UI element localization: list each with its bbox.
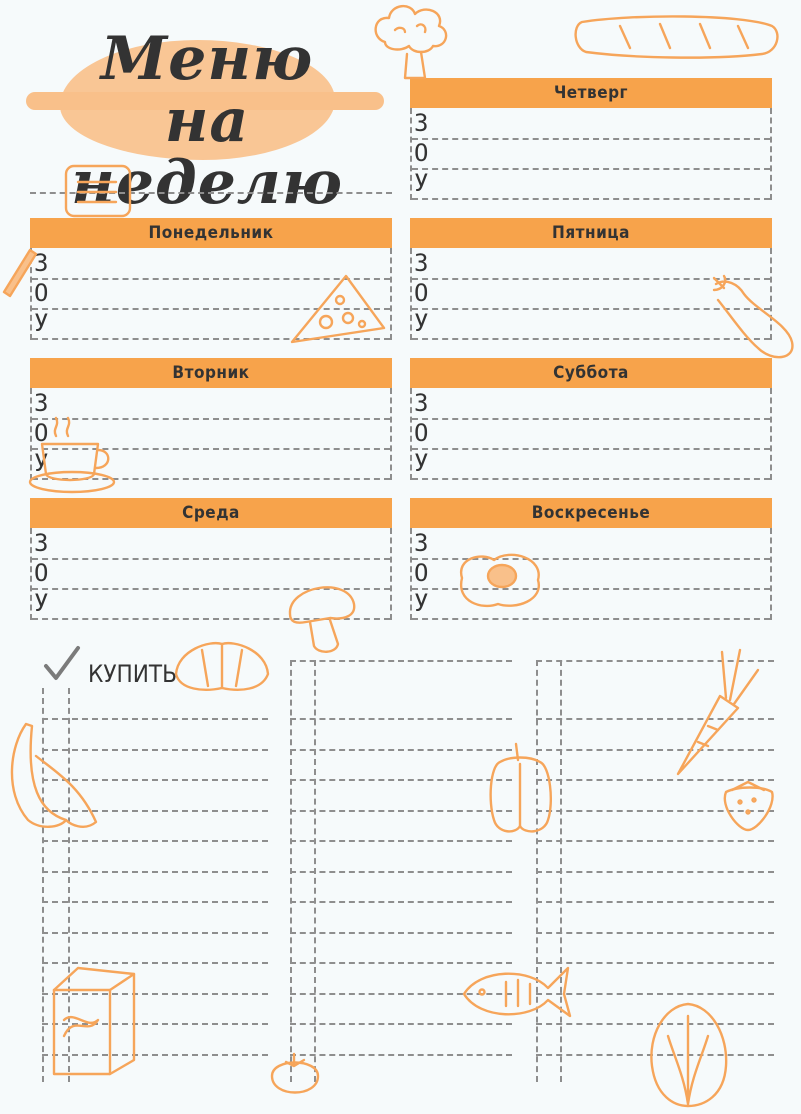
shopping-row[interactable] [290, 810, 512, 812]
meal-label: У [414, 449, 429, 477]
checkmark-icon [42, 644, 82, 684]
meal-label: О [34, 419, 49, 447]
day-header: Вторник [30, 358, 392, 388]
day-rows [410, 388, 772, 480]
day-header: Пятница [410, 218, 772, 248]
meal-label: У [414, 309, 429, 337]
meal-label: З [34, 529, 49, 557]
broccoli-icon [365, 2, 460, 80]
banana-icon [0, 716, 100, 832]
meal-label: У [34, 589, 49, 617]
shopping-row[interactable] [42, 901, 268, 903]
shopping-label: КУПИТЬ [88, 660, 177, 688]
shopping-row[interactable] [536, 840, 774, 842]
pizza-slice-icon [286, 272, 388, 346]
shopping-row[interactable] [536, 871, 774, 873]
shopping-row[interactable] [290, 1023, 512, 1025]
meal-row[interactable] [412, 168, 770, 200]
shopping-column-top [290, 660, 512, 662]
day-header: Воскресенье [410, 498, 772, 528]
eggplant-icon [706, 270, 798, 362]
title-line-2: неделю [71, 148, 343, 218]
meal-label: О [414, 279, 429, 307]
day-header: Понедельник [30, 218, 392, 248]
meal-label: З [414, 109, 429, 137]
meal-row[interactable] [32, 528, 390, 560]
shopping-row[interactable] [536, 901, 774, 903]
meal-label: У [414, 169, 429, 197]
meal-label: О [34, 279, 49, 307]
shopping-row[interactable] [290, 718, 512, 720]
baguette-icon [572, 12, 782, 60]
meal-label: О [414, 419, 429, 447]
day-header: Четверг [410, 78, 772, 108]
shopping-row[interactable] [290, 901, 512, 903]
shopping-row[interactable] [536, 932, 774, 934]
mushroom-icon [284, 574, 358, 656]
bell-pepper-icon [486, 742, 554, 838]
title-line-1: Меню на [100, 24, 314, 156]
carrot-icon [668, 646, 764, 780]
shopping-row[interactable] [42, 932, 268, 934]
meal-row[interactable] [412, 448, 770, 480]
meal-label: У [414, 589, 429, 617]
knife-icon [0, 240, 40, 300]
meal-label: О [414, 139, 429, 167]
coffee-cup-icon [26, 404, 120, 496]
strawberry-icon [718, 778, 778, 832]
milk-carton-icon [48, 960, 140, 1078]
meal-row[interactable] [412, 108, 770, 140]
day-saturday [410, 358, 772, 480]
shopping-row[interactable] [42, 840, 268, 842]
meal-label: У [34, 309, 49, 337]
meal-row[interactable] [412, 418, 770, 450]
shopping-row[interactable] [290, 840, 512, 842]
meal-label: З [414, 389, 429, 417]
shopping-row[interactable] [290, 749, 512, 751]
day-header: Суббота [410, 358, 772, 388]
meal-row[interactable] [412, 138, 770, 170]
meal-label: З [34, 249, 49, 277]
shopping-row[interactable] [290, 932, 512, 934]
meal-label: О [414, 559, 429, 587]
cabbage-icon [644, 996, 732, 1110]
day-rows [410, 108, 772, 200]
meal-label: З [414, 249, 429, 277]
shopping-row[interactable] [290, 871, 512, 873]
meal-label: З [414, 529, 429, 557]
cutting-board-icon [58, 160, 138, 220]
croissant-icon [170, 640, 274, 696]
fried-egg-icon [452, 548, 548, 612]
shopping-row[interactable] [290, 779, 512, 781]
meal-label: У [34, 449, 49, 477]
day-header: Среда [30, 498, 392, 528]
day-thursday [410, 78, 772, 200]
shopping-row[interactable] [42, 871, 268, 873]
meal-row[interactable] [412, 388, 770, 420]
fish-icon [460, 962, 574, 1020]
meal-label: З [34, 389, 49, 417]
meal-label: О [34, 559, 49, 587]
tomato-icon [264, 1046, 326, 1106]
